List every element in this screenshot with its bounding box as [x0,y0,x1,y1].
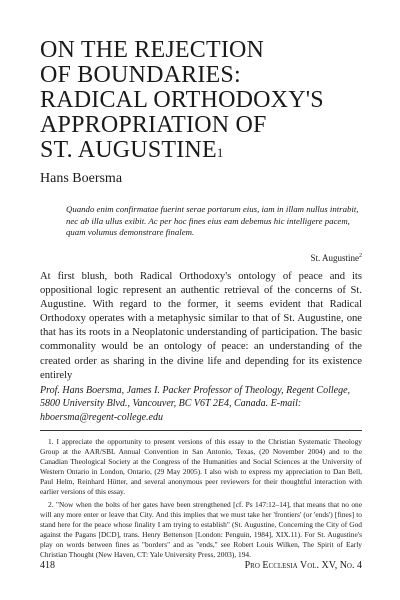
footnote: 1. I appreciate the opportunity to present versions of this essay to the Christian Systematic Theology Group at the AAR/SBL Annual Convention in San Antonio, Texas, (20 November 2004) and to the Canadian Theological Society at the Congress of the Humanities and Social Sciences at the University of Western Ontario in London, Ontario, (29 May 2005). I also wish to express my appreciation to Dan Bell, Paul Helm, Reinhard Hütter, and several anonymous peer reviewers for their thoughtful interaction with earlier versions of this essay. [40,437,362,496]
title-line: RADICAL ORTHODOXY'S [40,87,324,113]
footnote-divider [40,430,362,431]
article-title [40,38,370,163]
body-paragraph: At first blush, both Radical Orthodoxy's ontology of peace and its oppositional logic represent an authentic retrieval of the concerns of St. Augustine. With regard to the former, it seems evident that Radical Orthodoxy operates with a metaphysic similar to that of St. Augustine, one that has its roots in a Neoplatonic understanding of participation. The basic commonality would be an ontology of peace: an understanding of the created order as sharing in the divine life and depending for its existence entirely [40,271,362,381]
journal-citation: Pro Ecclesia Vol. XV, No. 4 [244,560,362,571]
footnote-marker: 2 [359,253,362,259]
footnote-marker: 1 [216,145,224,160]
title-line [40,138,370,163]
page-number: 418 [40,560,55,571]
title-line: ON THE REJECTION [40,37,265,63]
author-affiliation: Prof. Hans Boersma, James I. Packer Professor of Theology, Regent College, 5800 University Blvd., Vancouver, BC V6T 2E4, Canada. E-mail: hboersma@regent-college.edu [40,385,351,423]
epigraph-attribution [310,253,362,263]
attribution-text: St. Augustine [310,253,359,263]
author-name: Hans Boersma [40,171,123,186]
title-line: OF BOUNDARIES: [40,62,241,88]
footnotes [40,437,362,563]
title-line-text: ST. AUGUSTINE [40,137,217,163]
epigraph-text: Quando enim confirmatae fuerint serae portarum eius, iam in illam nullus intrabit, nec ab illa ullus exibit. Ac per hoc fines eius eam debemus hic intelligere pacem, quam volumus demonstrare finalem. [66,204,359,238]
title-line: APPROPRIATION OF [40,112,267,138]
footnote: 2. "Now when the bolts of her gates have been strengthened [cf. Ps 147:12–14], that means that no one will any more enter or leave that City. And this implies that we must take her 'frontiers' (or 'ends') [fines] to stand here for the peace whose finality I am trying to establish" (St. Augustine, Concerning the City of God against the Pagans [DCD], trans. Henry Bettenson [London: Penguin, 1984], XIX.11). For St. Augustine's play on words between fines as "borders" and as "ends," see Robert Louis Wilken, The Spirit of Early Christian Thought (New Haven, CT: Yale University Press, 2003), 194. [40,500,362,559]
